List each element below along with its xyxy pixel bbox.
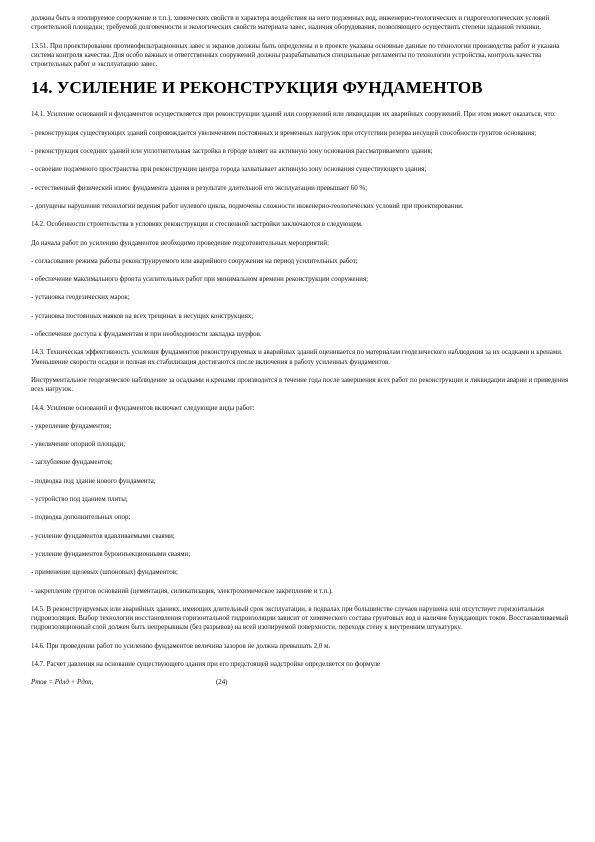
list-item: - естественный физический износ фундамента здания в результате длительной его эксплуатации превышает 60 %; [31, 184, 368, 192]
section-title: 14. УСИЛЕНИЕ И РЕКОНСТРУКЦИЯ ФУНДАМЕНТОВ [31, 78, 483, 98]
list-item: - закрепление грунтов оснований (цементация, силикатизация, электрохимическое закрепление и т.п.). [31, 587, 333, 595]
list-14-1 [31, 129, 569, 211]
list-item: - реконструкция существующих зданий сопровождается увеличением постоянных и временных нагрузок при отсутствии резерва несущей способности грунтов основания; [31, 129, 537, 137]
document-page [31, 14, 569, 688]
list-item: - устройство под зданием плиты; [31, 496, 128, 504]
formula-expression: Pтов = Pдлд + Pдоп, [31, 679, 94, 687]
list-item: - укрепление фундаментов; [31, 422, 112, 430]
list-item: - применение щелевых (шпоновых) фундаментов; [31, 569, 178, 577]
list-item: - увеличение опорной площади; [31, 441, 126, 449]
paragraph-14-3b: Инструментальное геодезическое наблюдение за осадками и кренами производится в течение года после завершения всех работ по реконструкции и ликвидации аварии и приведения всех нагрузок. [31, 376, 569, 394]
list-item: - усиление фундаментов буроинъекционными сваями; [31, 550, 191, 558]
list-item: - обеспечение доступа к фундаментам и при необходимости закладка шурфов. [31, 331, 262, 339]
paragraph-14-6: 14.6. При проведении работ по усилению фундаментов величина зазоров не должна превышать 2,0 м. [31, 642, 331, 650]
list-item: - согласование режима работы реконструируемого или аварийного сооружения на период усилительных работ; [31, 257, 358, 265]
list-item: - освоение подземного пространства при реконструкции центра города захватывает активную зону основания существующего здания; [31, 166, 427, 174]
list-item: - допущены нарушения технологии ведения работ нулевого цикла, подмочены сложности инженерно-геологических условий при проектировании. [31, 202, 464, 210]
list-item: - обеспечение максимального фронта усилительных работ при минимальном времени реконструкции сооружения; [31, 276, 369, 284]
list-item: - установка постоянных маяков на всех трещинах в несущих конструкциях; [31, 312, 254, 320]
paragraph-14-3: 14.3. Техническая эффективность усиления фундаментов реконструируемых и аварийных зданий оценивается по материалам геодезического наблюдения за их осадками и кренами. Уменьшение скорости осадки и полная их стабилизация достигаются после включения в работу усиленных фундаментов. [31, 349, 563, 366]
formula [31, 678, 569, 687]
paragraph-14-7: 14.7. Расчет давления на основание существующего здания при его предстоящей надстройке определяется по формуле [31, 660, 381, 668]
list-item: - усиление фундаментов вдавливаемыми сваями; [31, 532, 175, 540]
paragraph-14-5: 14.5. В реконструируемых или аварийных зданиях, имеющих длительный срок эксплуатации, в подвалах при большинстве случаев нарушена или отсутствует горизонтальная гидроизоляция. Выбор технологии восстановления горизонтальной гидроизоляции зависит от химического состава грунтовых вод и наличия блуждающих токов. Восстанавливаемый гидроизоляционный слой должен быть непрерывным (без разрывов) на всей изолируемой поверхности, переходя стену к внутренним штукатурку. [31, 605, 569, 632]
list-item: - подводка под здание нового фундамента; [31, 477, 156, 485]
list-item: - подводка дополнительных опор; [31, 514, 131, 522]
list-14-2 [31, 257, 569, 339]
list-item: - установка геодезических марок; [31, 294, 130, 302]
paragraph-13-51: 13.51. При проектировании противофильтрационных завес и экранов должны быть определены и в проекте указаны основные данные по технологии производства работ и указана система контроля качества. Для особо важных и ответственных сооружений должны разрабатываться специальные регламенты по технологии устройства, контроль качества строительных работ и эксплуатацию завес. [31, 42, 560, 69]
list-item: - реконструкция соседних зданий или уплотнительная застройка в городе влияет на активную зону основания рассматриваемого здания; [31, 148, 433, 156]
list-14-4 [31, 422, 569, 596]
paragraph-14-2b: До начала работ по усилению фундаментов необходимо проведение подготовительных мероприятий: [31, 239, 330, 247]
formula-number: (24) [216, 679, 228, 687]
paragraph-14-2: 14.2. Особенности строительства в условиях реконструкции и стесненной застройки заключаются в следующем. [31, 221, 363, 229]
paragraph-14-1: 14.1. Усиление оснований и фундаментов осуществляется при реконструкции зданий или сооружений или ликвидации их аварийных сооружений. При этом может оказаться, что: [31, 111, 556, 119]
list-item: - заглубление фундаментов; [31, 459, 113, 467]
paragraph-continued: должны быть в изолируемое сооружение и т.п.), химических свойств и характера воздействия на него подземных вод, инженерно-геологических и гидрогеологических условий строительной площадки; требуемой долговечности и экологических свойств материала завес, наличия оборудования, позволяющего осуществить степени заданной техники. [31, 15, 550, 32]
paragraph-14-4: 14.4. Усиление оснований и фундаментов включает следующие виды работ: [31, 404, 255, 412]
